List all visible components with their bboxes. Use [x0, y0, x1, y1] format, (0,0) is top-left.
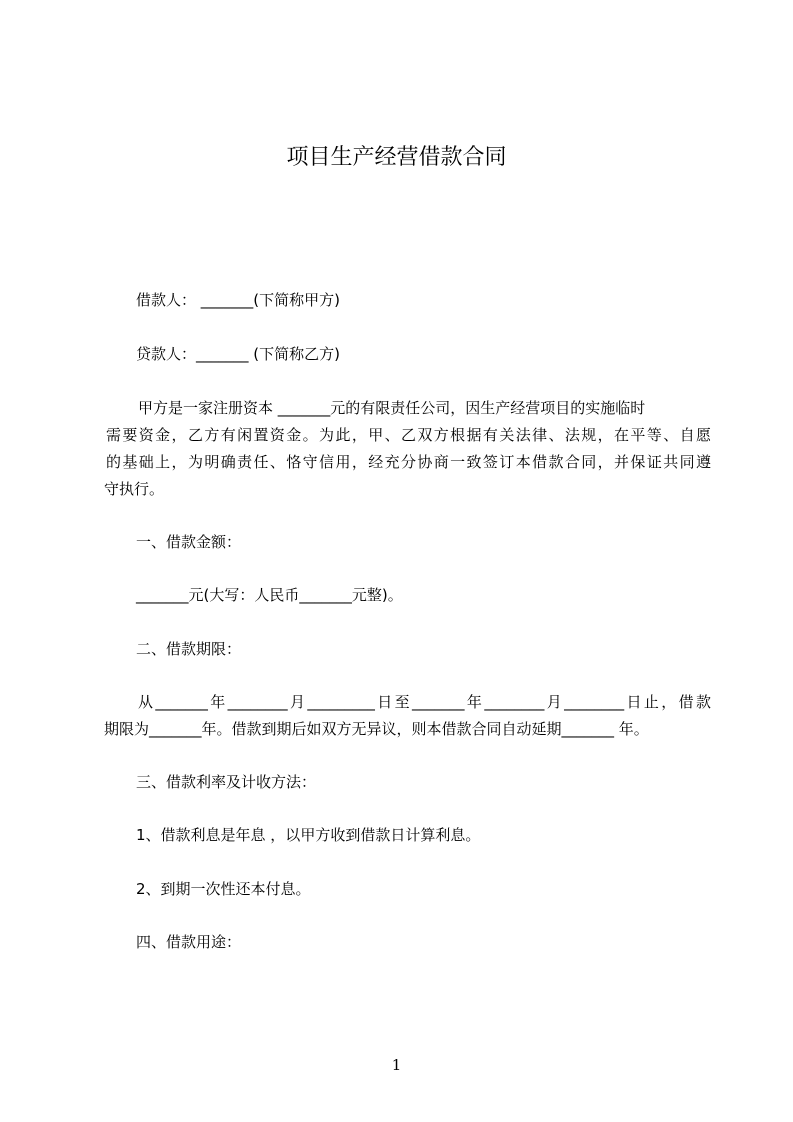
section-3-item-2: 2、到期一次性还本付息。: [136, 880, 311, 898]
intro-line-4: 守执行。: [104, 480, 165, 498]
intro-line-2: 需要资金，乙方有闲置资金。为此，甲、乙双方根据有关法律、法规，在平等、自愿: [106, 426, 711, 444]
section-1-amount: _______元(大写：人民币_______元整)。: [136, 586, 403, 604]
section-2-line-1: 从_______年________月_________日至_______年________月________日止，借款: [138, 693, 711, 711]
section-3-heading: 三、借款利率及计收方法：: [136, 773, 317, 791]
section-4-heading: 四、借款用途：: [136, 933, 242, 951]
section-2-line-2: 期限为_______年。借款到期后如双方无异议，则本借款合同自动延期_______ 年。: [104, 720, 649, 738]
page-number: 1: [391, 1056, 402, 1074]
section-3-item-1: 1、借款利息是年息 ，以甲方收到借款日计算利息。: [136, 826, 481, 844]
section-2-heading: 二、借款期限：: [136, 640, 242, 658]
borrower-line: 借款人： _______(下简称甲方): [136, 291, 340, 309]
intro-line-3: 的基础上，为明确责任、恪守信用，经充分协商一致签订本借款合同，并保证共同遵: [106, 453, 711, 471]
section-1-heading: 一、借款金额：: [136, 533, 242, 551]
intro-line-1: 甲方是一家注册资本 _______元的有限责任公司，因生产经营项目的实施临时: [138, 399, 646, 417]
lender-line: 贷款人：_______ (下简称乙方): [136, 345, 340, 363]
contract-title: 项目生产经营借款合同: [286, 145, 507, 170]
